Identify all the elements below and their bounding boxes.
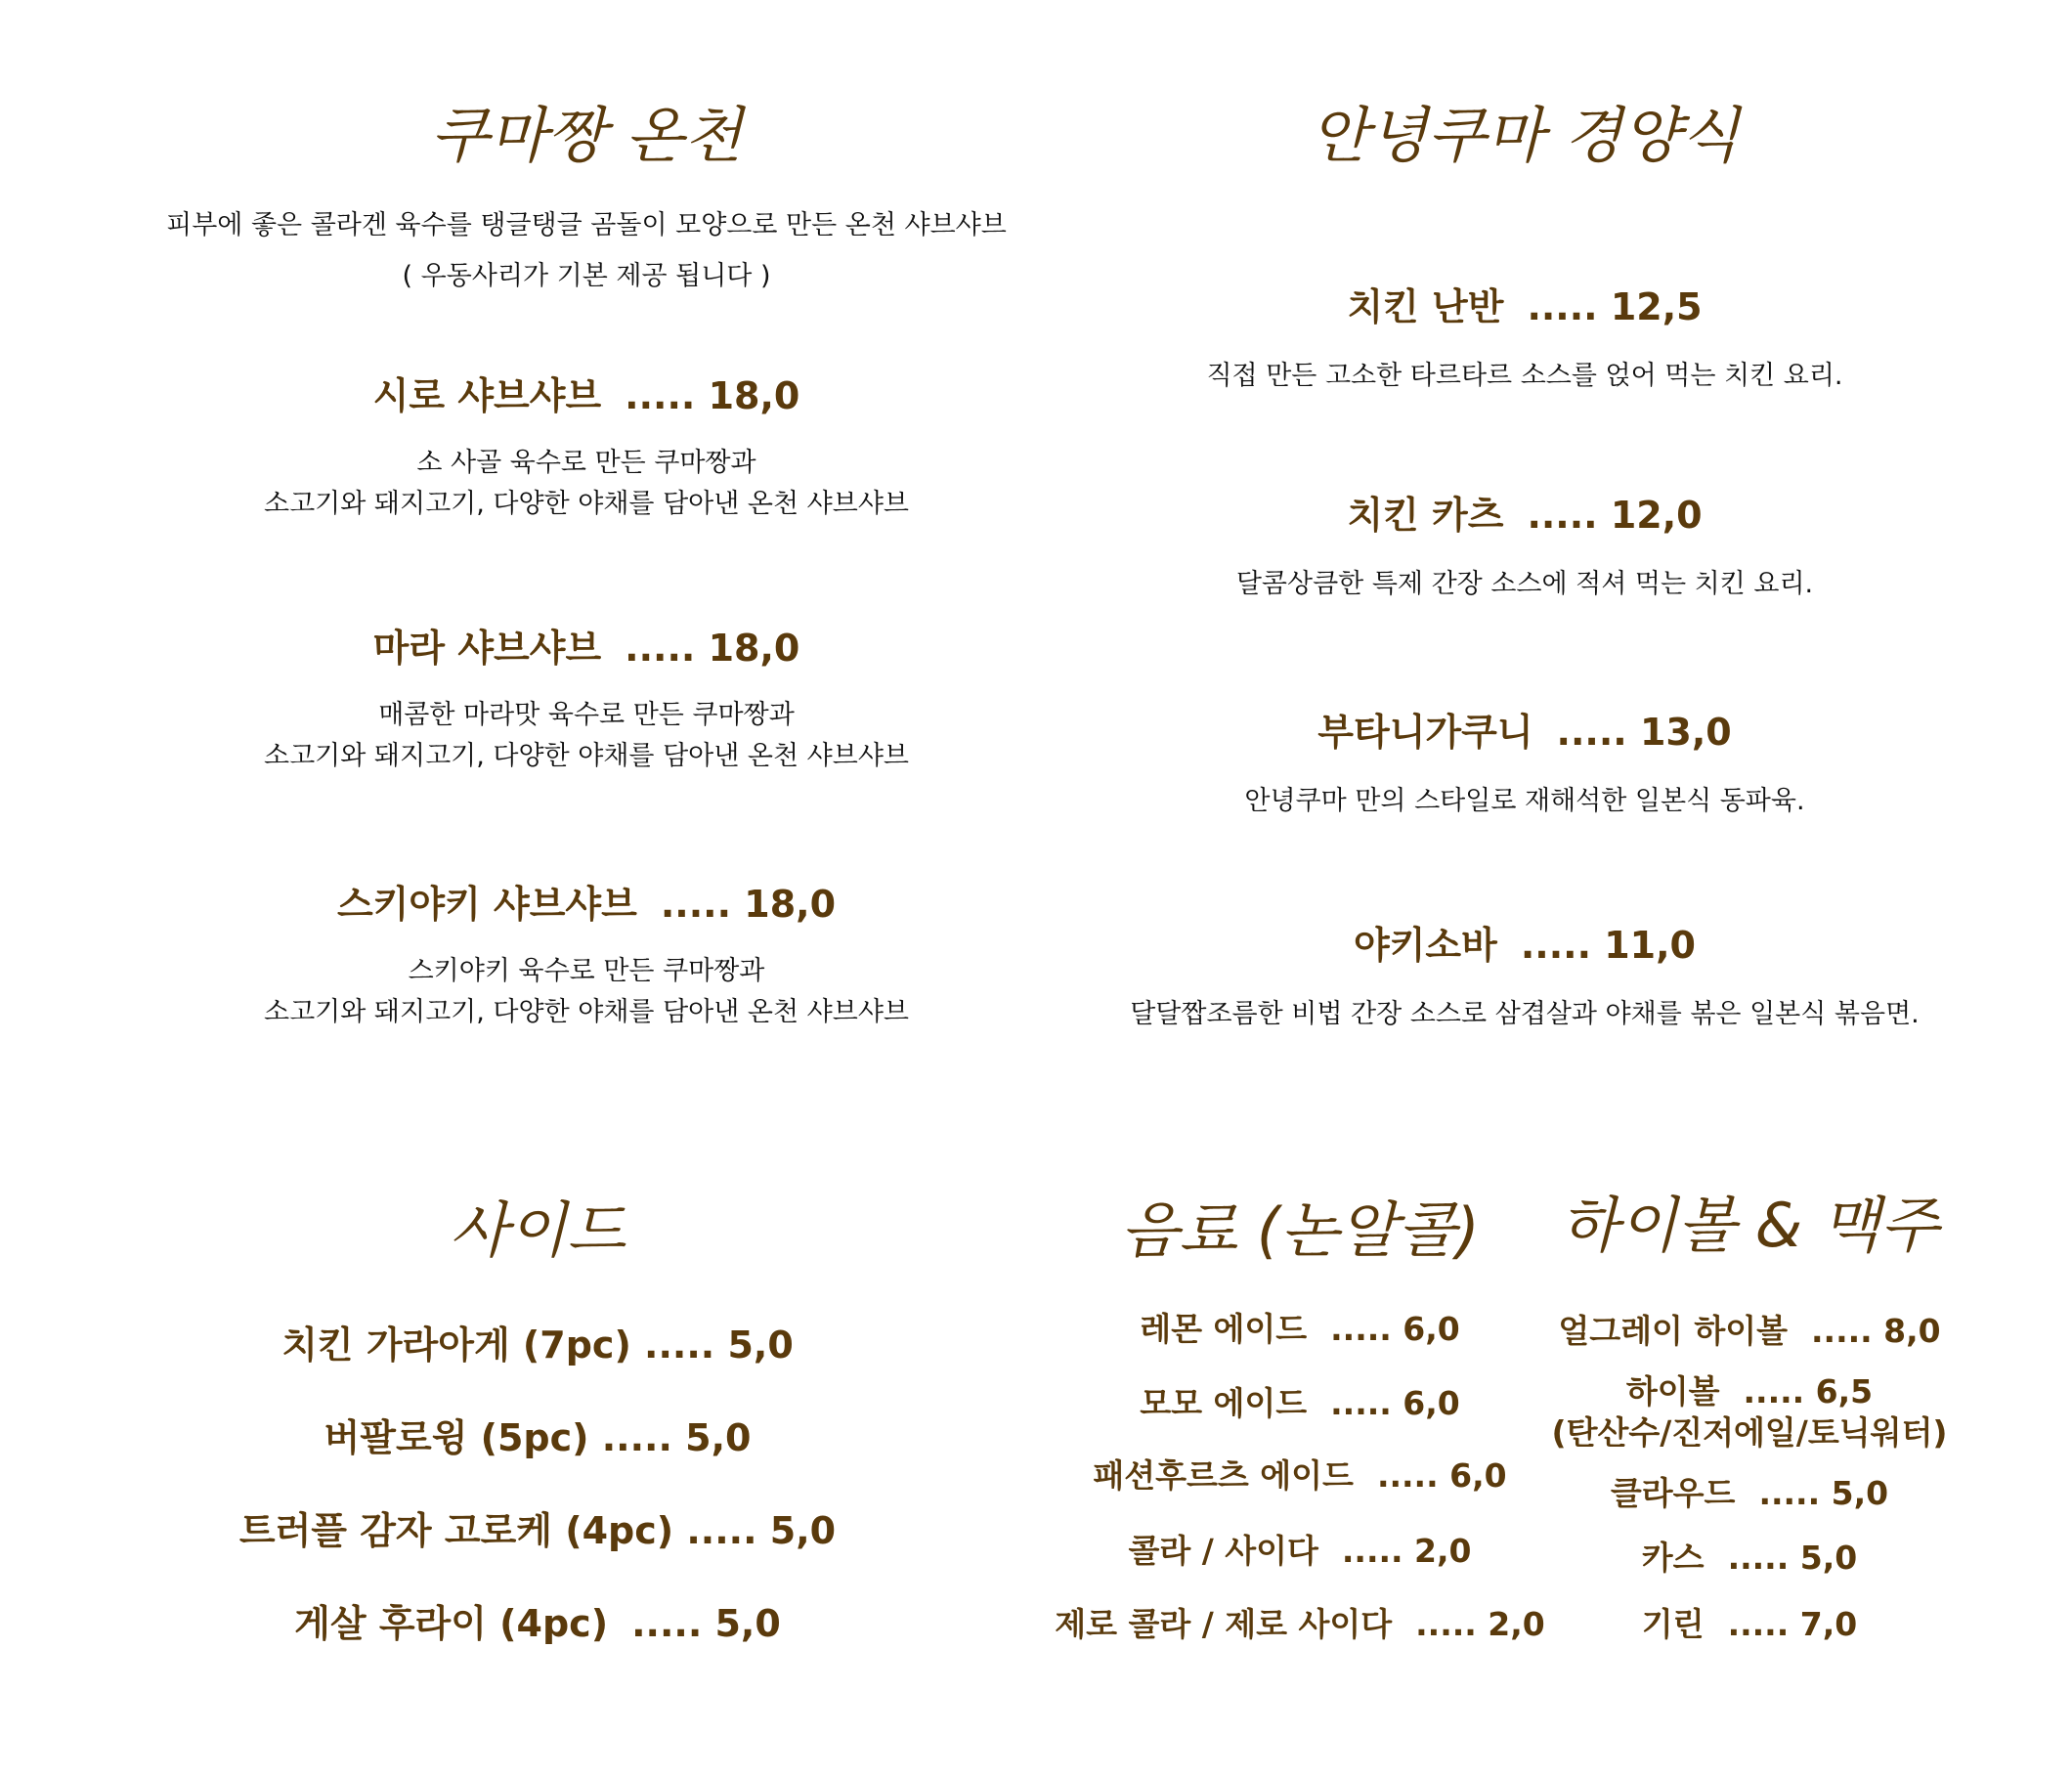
item-name: 야키소바 [1353, 924, 1497, 967]
side-item: 버팔로윙 (5pc) ..... 5,0 [324, 1416, 752, 1459]
drink-item: 패션후르츠 에이드 ..... 6,0 [1093, 1456, 1507, 1495]
drinks-heading: 음료 (논알콜) [1120, 1194, 1480, 1266]
drink-item: 얼그레이 하이볼 ..... 8,0 [1558, 1312, 1941, 1350]
drink-item: 콜라 / 사이다 ..... 2,0 [1128, 1532, 1472, 1570]
item-price: ..... 12,5 [1527, 285, 1703, 328]
drink-item: 제로 콜라 / 제로 사이다 ..... 2,0 [1055, 1605, 1545, 1643]
item-desc-line-2: 소고기와 돼지고기, 다양한 야채를 담아낸 온천 샤브샤브 [264, 488, 909, 519]
drink-item-note: (탄산수/진저에일/토닉워터) [1551, 1413, 1948, 1452]
light-meal-heading: 안녕쿠마 경양식 [1310, 100, 1740, 171]
item-price: ..... 12,0 [1527, 494, 1703, 537]
menu-item [1085, 494, 1964, 605]
drink-item: 카스 ..... 5,0 [1641, 1539, 1858, 1577]
side-item: 치킨 가라아게 (7pc) ..... 5,0 [281, 1323, 794, 1367]
item-desc-line-1: 소 사골 육수로 만든 쿠마짱과 [416, 447, 756, 478]
item-price: ..... 18,0 [625, 627, 800, 670]
item-name: 부타니가쿠니 [1317, 711, 1533, 754]
item-name: 시로 샤브샤브 [372, 374, 602, 417]
side-heading: 사이드 [450, 1194, 626, 1266]
drink-item: 하이볼 ..... 6,5 [1625, 1372, 1874, 1410]
item-name: 마라 샤브샤브 [372, 627, 602, 670]
item-name: 치킨 난반 [1347, 285, 1504, 328]
item-desc: 달달짭조름한 비법 간장 소스로 삼겹살과 야채를 볶은 일본식 볶음면. [1130, 998, 1920, 1029]
item-price: ..... 13,0 [1556, 711, 1732, 754]
highball-heading: 하이볼 & 맥주 [1560, 1190, 1939, 1261]
menu-item [1085, 711, 1964, 822]
item-name: 치킨 카츠 [1347, 494, 1504, 537]
menu-item [1085, 924, 1964, 1035]
item-price: ..... 11,0 [1520, 924, 1696, 967]
onsen-heading: 쿠마짱 온천 [430, 100, 743, 171]
item-desc: 안녕쿠마 만의 스타일로 재해석한 일본식 동파육. [1244, 785, 1805, 816]
item-desc-line-1: 스키야키 육수로 만든 쿠마짱과 [408, 955, 765, 986]
side-item: 게살 후라이 (4pc) ..... 5,0 [294, 1602, 781, 1645]
side-item: 트러플 감자 고로케 (4pc) ..... 5,0 [238, 1509, 837, 1552]
item-desc-line-2: 소고기와 돼지고기, 다양한 야채를 담아낸 온천 샤브샤브 [264, 740, 909, 771]
menu-item [117, 627, 1056, 777]
item-desc: 직접 만든 고소한 타르타르 소스를 얹어 먹는 치킨 요리. [1206, 360, 1843, 391]
item-desc: 달콤상큼한 특제 간장 소스에 적셔 먹는 치킨 요리. [1235, 568, 1814, 599]
menu-item [117, 374, 1056, 525]
item-price: ..... 18,0 [625, 374, 800, 417]
onsen-intro-line-1: 피부에 좋은 콜라겐 육수를 탱글탱글 곰돌이 모양으로 만든 온천 샤브샤브 [166, 210, 1007, 240]
drink-item: 클라우드 ..... 5,0 [1610, 1474, 1889, 1512]
menu-item [117, 883, 1056, 1033]
menu-item [1085, 285, 1964, 397]
onsen-intro-line-2: ( 우동사리가 기본 제공 됩니다 ) [402, 261, 771, 291]
item-name: 스키야키 샤브샤브 [336, 883, 637, 926]
drink-item: 모모 에이드 ..... 6,0 [1140, 1384, 1460, 1422]
item-desc-line-2: 소고기와 돼지고기, 다양한 야채를 담아낸 온천 샤브샤브 [264, 996, 909, 1027]
item-desc-line-1: 매콤한 마라맛 육수로 만든 쿠마짱과 [378, 699, 795, 730]
drink-item: 기린 ..... 7,0 [1641, 1605, 1858, 1643]
item-price: ..... 18,0 [660, 883, 837, 926]
drink-item: 레몬 에이드 ..... 6,0 [1140, 1310, 1460, 1348]
